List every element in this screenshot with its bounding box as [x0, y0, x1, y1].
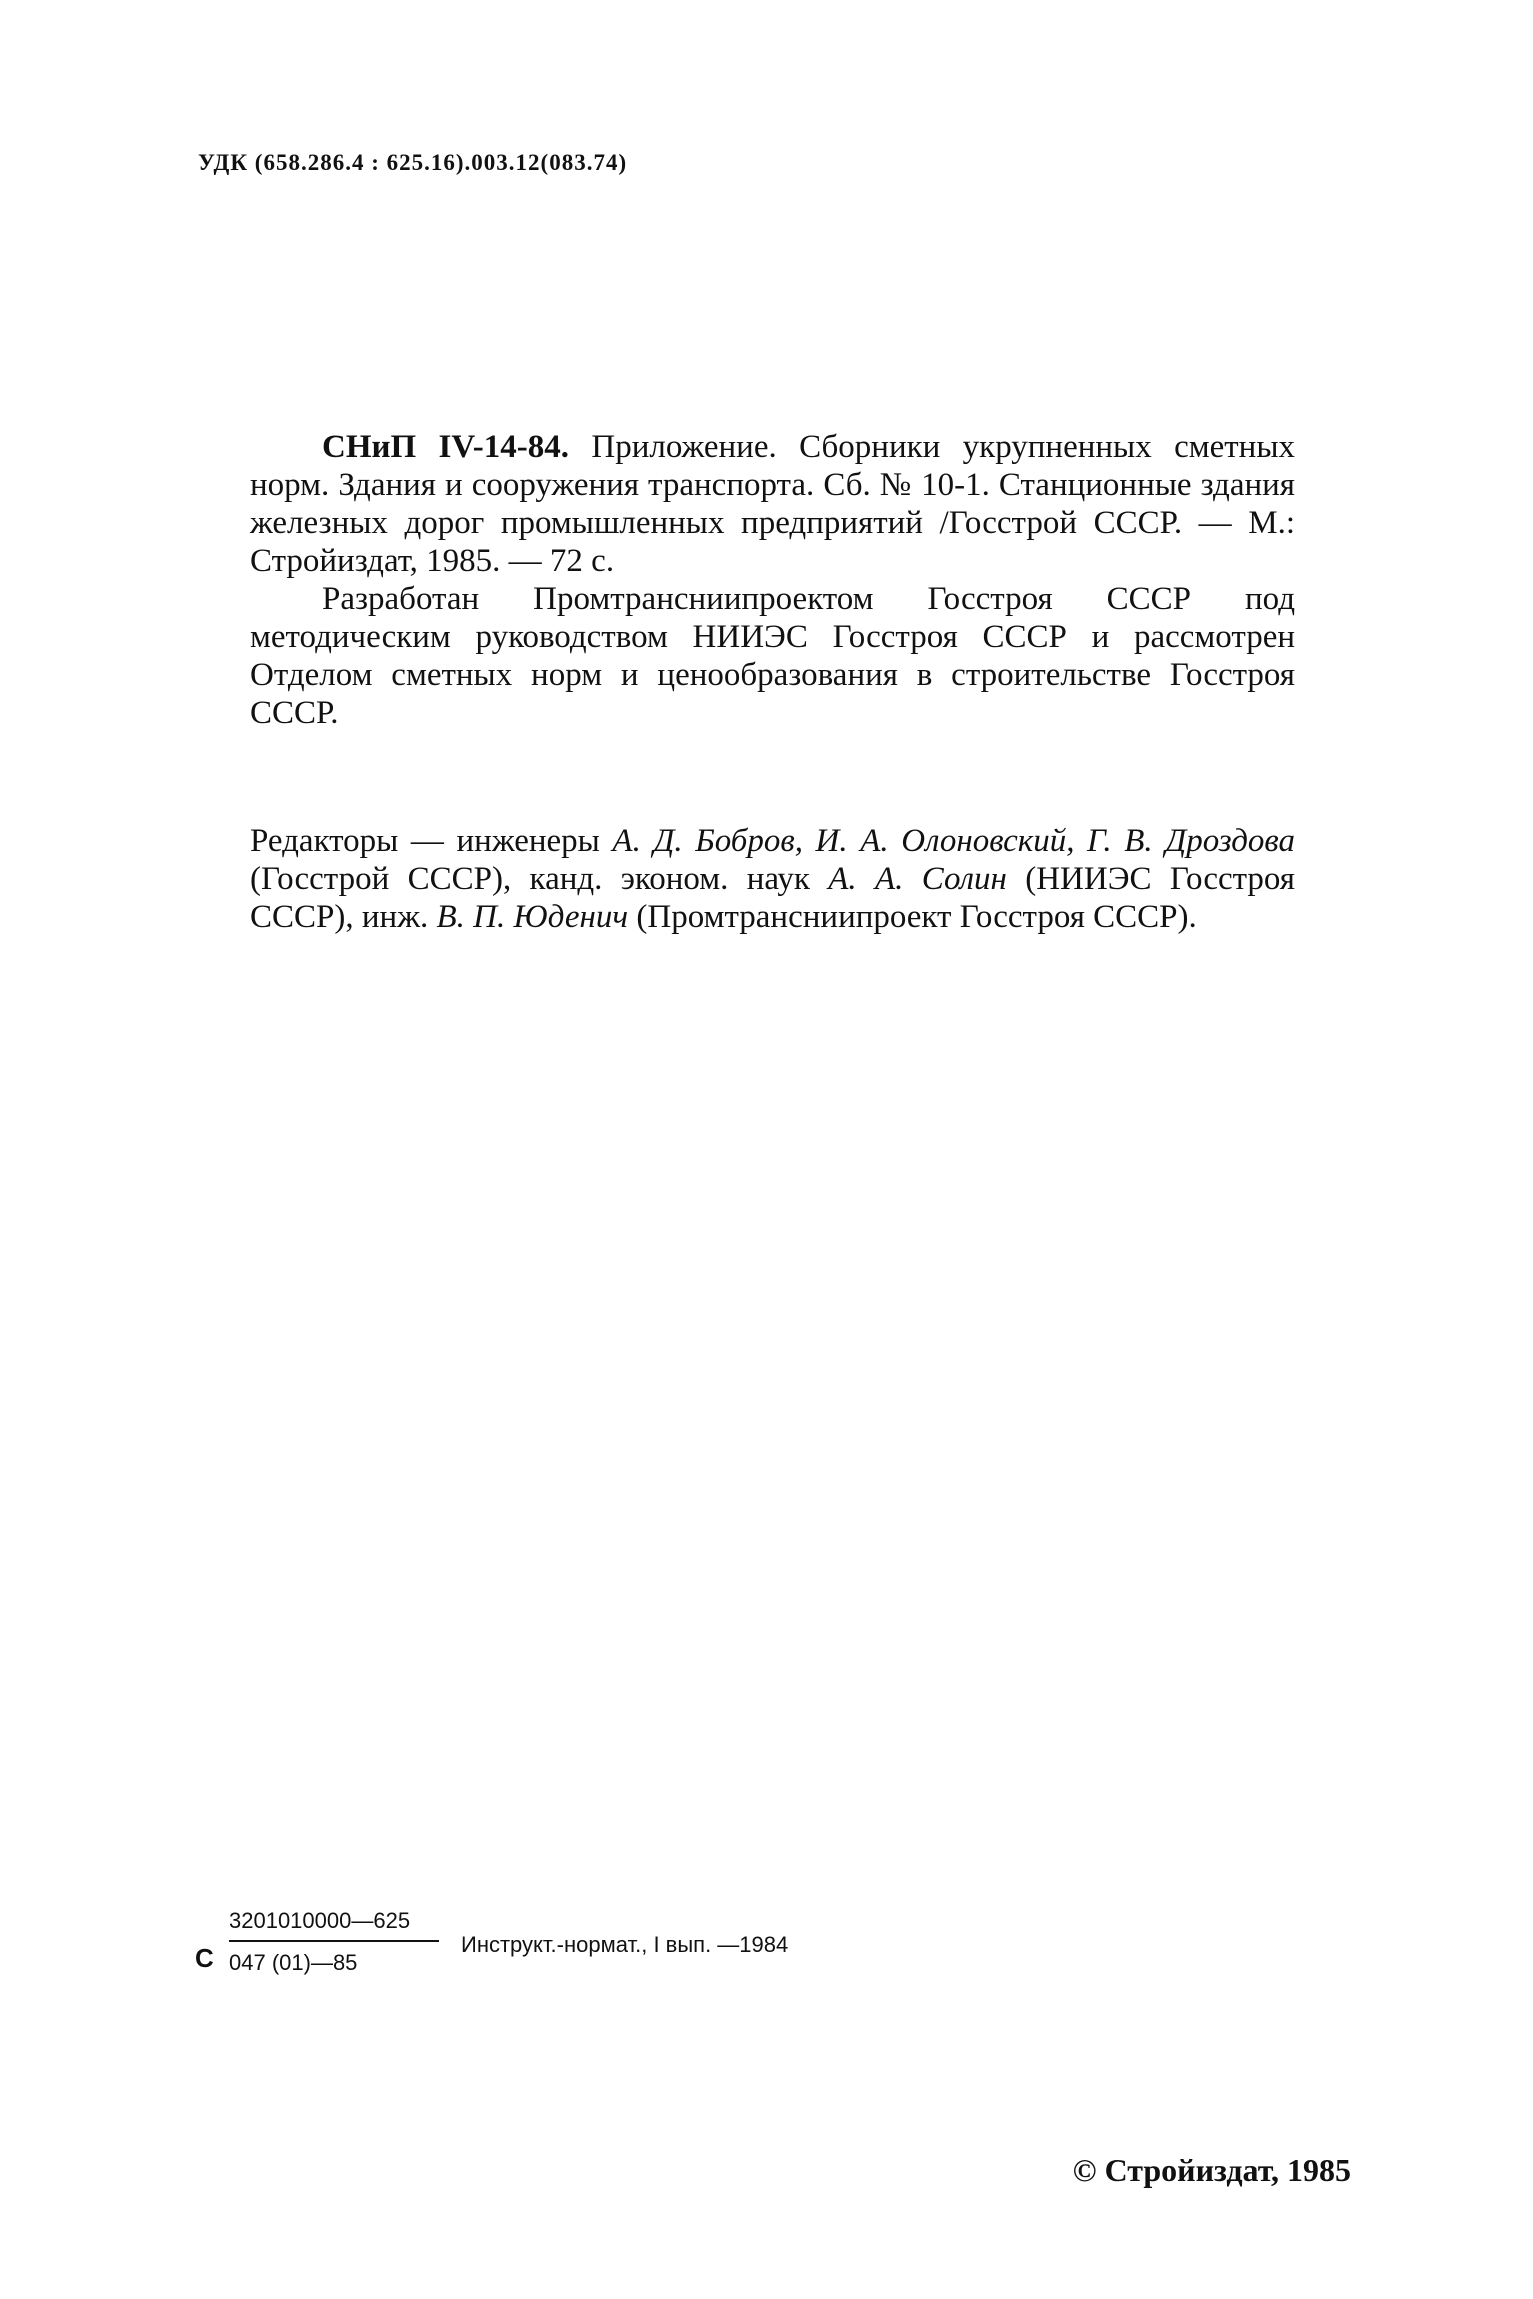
copyright-text: Стройиздат, 1985	[1104, 2152, 1351, 2188]
editors-credits	[250, 822, 1295, 936]
catalog-denominator: 047 (01)—85	[229, 1950, 358, 1975]
copyright-icon: ©	[1072, 2152, 1097, 2188]
catalog-description: Инструкт.-нормат., I вып. —1984	[461, 1932, 789, 1957]
abstract-title-paragraph	[250, 428, 1295, 580]
udk-code: УДК (658.286.4 : 625.16).003.12(083.74)	[198, 150, 628, 175]
editor-org-2: (НИИЭС Госстроя СССР), инж.	[250, 861, 1295, 935]
editors-prefix: Редакторы — инженеры	[250, 823, 613, 859]
editors-paragraph	[250, 822, 1295, 936]
bibliographic-abstract	[250, 428, 1295, 732]
editor-name-yudenich: В. П. Юденич	[436, 899, 629, 935]
document-code: СНиП IV-14-84.	[322, 429, 569, 465]
editor-names-group-1: А. Д. Бобров, И. А. Олоновский, Г. В. Дроздова	[612, 823, 1295, 859]
developed-by-paragraph: Разработан Промтрансниипроектом Госстроя СССР под методическим руководством НИИЭС Госстроя СССР и рассмотрен Отделом сметных норм и ценообразования в строительстве Госстроя СССР.	[250, 581, 1295, 731]
editor-org-3: (Промтрансниипроект Госстроя СССР).	[628, 899, 1197, 935]
editor-org-1: (Госстрой СССР), канд. эконом. наук	[250, 861, 829, 897]
document-title: Приложение. Сборники укрупненных сметных норм. Здания и сооружения транспорта. Сб. № 10-1. Станционные здания железных дорог промышленных предприятий /Госстрой СССР. — М.: Стройиздат, 1985. — 72 с.	[250, 429, 1295, 579]
catalog-numerator: 3201010000—625	[229, 1908, 439, 1942]
catalog-fraction	[229, 1908, 439, 1976]
catalog-letter: С	[195, 1943, 214, 1973]
editor-name-solin: А. А. Солин	[828, 861, 1007, 897]
copyright-notice	[1073, 2152, 1351, 2189]
